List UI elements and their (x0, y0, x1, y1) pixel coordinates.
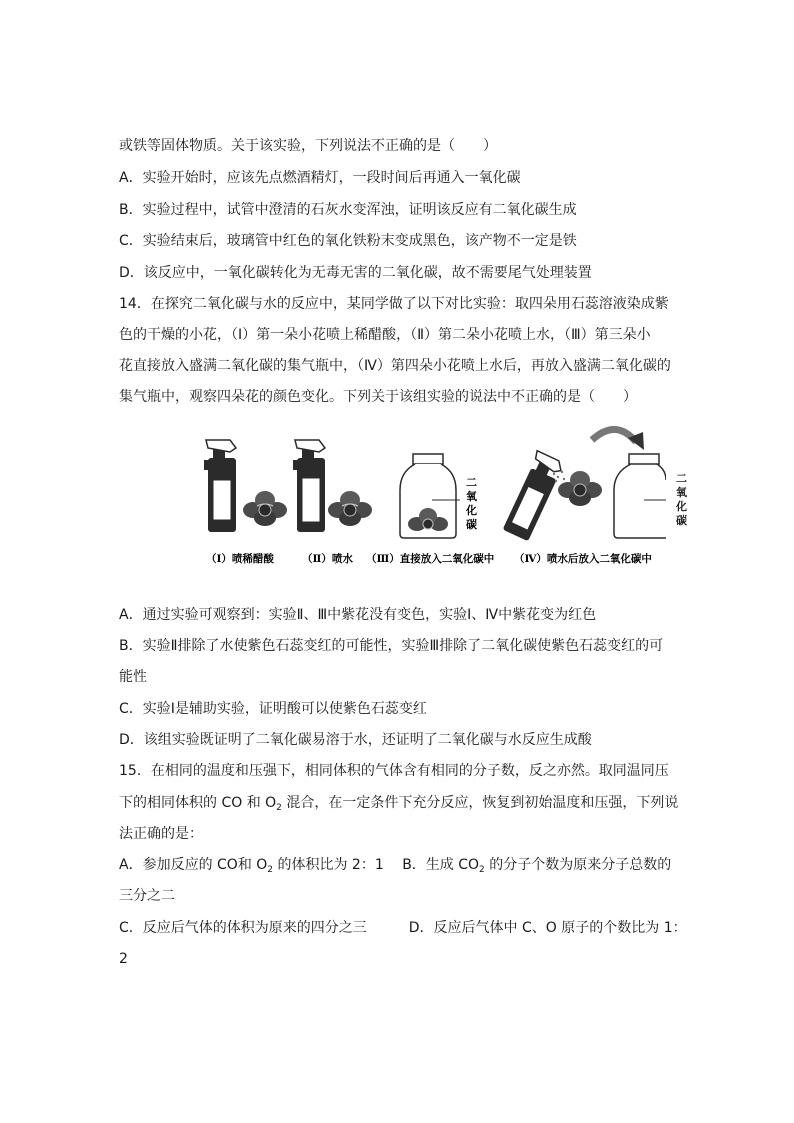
caption-2: （Ⅱ）喷水 (302, 553, 353, 565)
q13-stem-tail: 或铁等固体物质。关于该实验，下列说法不正确的是（ ） (119, 138, 497, 154)
q15-stem-line-3: 法正确的是： (119, 826, 203, 842)
q13-option-b: B．实验过程中，试管中澄清的石灰水变浑浊，证明该反应有二氧化碳生成 (119, 202, 577, 218)
gas-label-1 (465, 476, 478, 531)
caption-3: （Ⅲ）直接放入二氧化碳中 (366, 553, 495, 565)
svg-text:碳: 碳 (466, 518, 477, 531)
spray-bottle-1-icon (204, 440, 236, 532)
q13-option-c: C．实验结束后，玻璃管中红色的氧化铁粉末变成黑色，该产物不一定是铁 (119, 233, 577, 249)
spray-bottle-4-icon (501, 451, 565, 542)
spray-bottle-2-icon (293, 440, 325, 532)
caption-4: （Ⅳ）喷水后放入二氧化碳中 (514, 553, 652, 565)
q14-option-b: B．实验Ⅱ排除了水使紫色石蕊变红的可能性，实验Ⅲ排除了二氧化碳使紫色石蕊变红的可 (119, 638, 664, 654)
q14-experiment-figure (196, 420, 666, 570)
q14-stem-line-4: 集气瓶中，观察四朵花的颜色变化。下列关于该组实验的说法中不正确的是（ ） (119, 389, 637, 405)
curved-arrow-icon (592, 429, 644, 450)
flower-1-icon (243, 491, 287, 526)
svg-text:化: 化 (466, 504, 477, 517)
q14-stem-line-1: 14．在探究二氧化碳与水的反应中，某同学做了以下对比实验：取四朵用石蕊溶液染成紫 (119, 296, 669, 312)
q14-option-d: D．该组实验既证明了二氧化碳易溶于水，还证明了二氧化碳与水反应生成酸 (119, 732, 592, 748)
flower-2-icon (328, 491, 372, 526)
q14-option-a: A．通过实验可观察到：实验Ⅱ、Ⅲ中紫花没有变色，实验Ⅰ、Ⅳ中紫花变为红色 (119, 607, 597, 623)
gas-jar-4-icon (614, 454, 666, 538)
svg-text:氧: 氧 (466, 490, 477, 503)
svg-text:二: 二 (466, 476, 477, 489)
q15-option-d-cont: 2 (119, 951, 128, 967)
q15-stem-line-2: 下的相同体积的 CO 和 $O_2$ 混合，在一定条件下充分反应，恢复到初始温度和压强，下列说 (119, 795, 679, 813)
q15-option-b-cont: 三分之二 (119, 888, 175, 904)
q14-option-b-cont: 能性 (119, 669, 147, 685)
flower-4-icon (558, 471, 602, 506)
q15-options-ab: A．参加反应的 CO和 $O_2$ 的体积比为 2：1 B．生成 $CO_2$ 的分子个数为原来分子总数的 (119, 857, 672, 875)
q14-stem-line-3: 花直接放入盛满二氧化碳的集气瓶中，（Ⅳ）第四朵小花喷上水后，再放入盛满二氧化碳的 (119, 358, 671, 374)
q15-stem-line-1: 15．在相同的温度和压强下，相同体积的气体含有相同的分子数，反之亦然。取同温同压 (119, 763, 669, 779)
gas-jar-3-icon (400, 454, 460, 538)
gas-label-2: 二 氧 化 碳 (676, 472, 687, 527)
caption-1: （Ⅰ）喷稀醋酸 (206, 553, 274, 565)
q13-option-a: A．实验开始时，应该先点燃酒精灯，一段时间后再通入一氧化碳 (119, 170, 521, 186)
q15-options-cd: C．反应后气体的体积为原来的四分之三 D．反应后气体中 C、O 原子的个数比为 1： (119, 920, 687, 936)
q13-option-d: D．该反应中，一氧化碳转化为无毒无害的二氧化碳，故不需要尾气处理装置 (119, 265, 592, 281)
q14-stem-line-2: 色的干燥的小花，（Ⅰ）第一朵小花喷上稀醋酸，（Ⅱ）第二朵小花喷上水，（Ⅲ）第三朵小 (119, 327, 651, 343)
q14-option-c: C．实验Ⅰ是辅助实验，证明酸可以使紫色石蕊变红 (119, 701, 427, 717)
